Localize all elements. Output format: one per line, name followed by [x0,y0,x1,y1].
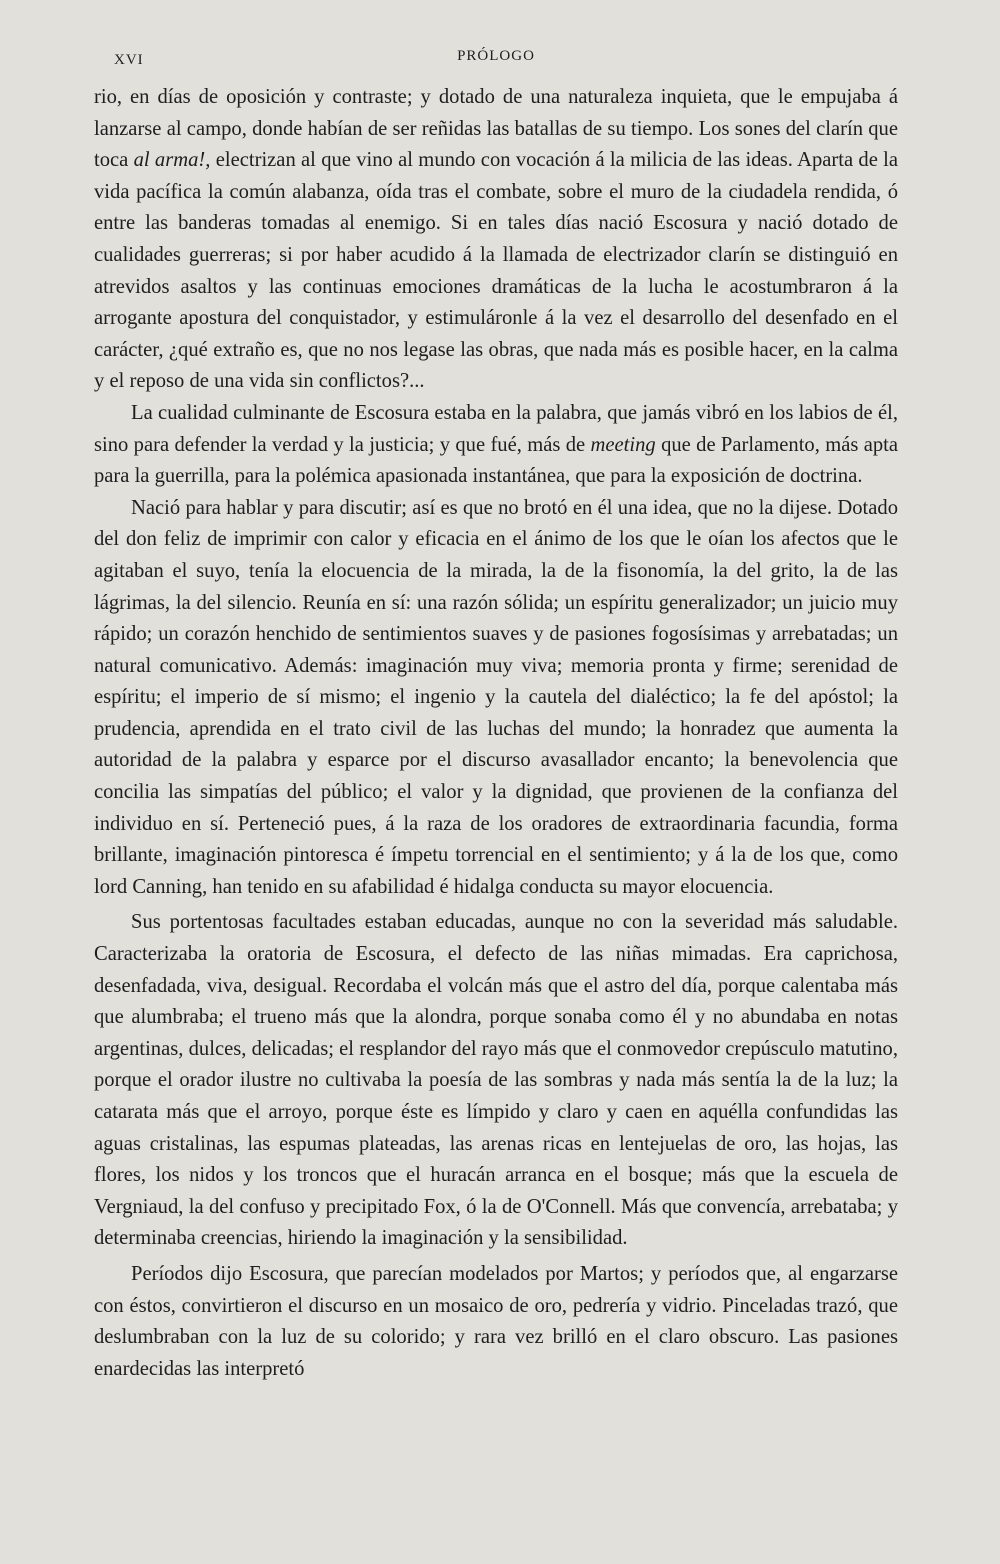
paragraph-2-text-a: La cualidad culminante de Escosura estaba en la palabra, que jamás vibró en los labios de él, sino para defender la verdad y la justicia; y que fué, más de [94,401,898,456]
paragraph-3: Nació para hablar y para discutir; así es que no brotó en él una idea, que no la dijese. Dotado del don feliz de imprimir con calor y eficacia en el ánimo de los que le oían los afectos que le agitaban el suyo, tenía la elocuencia de la mirada, la de la fisonomía, la del grito, la de las lágrimas, la del silencio. Reunía en sí: una razón sólida; un espíritu generalizador; un juicio muy rápido; un corazón henchido de sentimientos suaves y de pasiones fogosísimas y arrebatadas; un natural comunicativo. Además: imaginación muy viva; memoria pronta y firme; serenidad de espíritu; el imperio de sí mismo; el ingenio y la cautela del dialéctico; la fe del apóstol; la prudencia, aprendida en el trato civil de las luchas del mundo; la honradez que aumenta la autoridad de la palabra y esparce por el discurso avasallador encanto; la benevolencia que concilia las simpatías del público; el valor y la dignidad, que provienen de la confianza del individuo en sí. Perteneció pues, á la raza de los oradores de extraordinaria facundia, forma brillante, imaginación pintoresca é ímpetu torrencial en el sentimiento; y á la de los que, como lord Canning, han tenido en su afabilidad é hidalga conducta su mayor elocuencia. [94,496,898,898]
page-number: XVI [114,52,144,68]
paragraph-1 [94,82,898,398]
running-head [94,42,898,82]
body-text [94,82,898,1385]
paragraph-2-text-b: que de Parlamento, más apta para la guerrilla, para la polémica apasionada instantánea, que para la exposición de doctrina. [94,433,899,488]
paragraph-1-text-b: electrizan al que vino al mundo con vocación á la milicia de las ideas. Aparta de la vida pacífica la común alabanza, oída tras el combate, sobre el muro de la ciudadela rendida, ó entre las banderas tomadas al enemigo. Si en tales días nació Escosura y nació dotado de cualidades guerreras; si por haber acudido á la llamada de electrizador clarín se distinguió en atrevidos asaltos y las continuas emociones dramáticas de la lucha le acostumbraron á la arrogante apostura del conquistador, y estimuláronle á la vez el desarrollo del desenfado en el carácter, ¿qué extraño es, que no nos legase las obras, que nada más es posible hacer, en la calma y el reposo de una vida sin conflictos?... [94,149,899,393]
section-title: PRÓLOGO [457,48,535,64]
paragraph-2-italic: meeting [590,433,656,456]
paragraph-1-italic: al arma!, [133,149,211,172]
paragraph-2 [94,398,898,493]
paragraph-4: Sus portentosas facultades estaban educadas, aunque no con la severidad más saludable. Caracterizaba la oratoria de Escosura, el defecto de las niñas mimadas. Era caprichosa, desenfadada, viva, desigual. Recordaba el volcán más que el astro del día, porque calentaba más que alumbraba; el trueno más que la alondra, porque sonaba como él y no abundaba en notas argentinas, dulces, delicadas; el resplandor del rayo más que el conmovedor crepúsculo matutino, porque el orador ilustre no cultivaba la poesía de las sombras y nada más sentía la de la luz; la catarata más que el arroyo, porque éste es límpido y claro y caen en aquélla confundidas las aguas cristalinas, las espumas plateadas, las arenas ricas en lentejuelas de oro, las hojas, las flores, los nidos y los troncos que el huracán arranca en el bosque; más que la escuela de Vergniaud, la del confuso y precipitado Fox, ó la de O'Connell. Más que convencía, arrebataba; y determinaba creencias, hiriendo la imaginación y la sensibilidad. [94,911,898,1250]
paragraph-5: Períodos dijo Escosura, que parecían modelados por Martos; y períodos que, al engarzarse con éstos, convirtieron el discurso en un mosaico de oro, pedrería y vidrio. Pinceladas trazó, que deslumbraban con la luz de su colorido; y rara vez brilló en el claro obscuro. Las pasiones enardecidas las interpretó [94,1262,898,1380]
paragraph-1-text-a: rio, en días de oposición y contraste; y dotado de una naturaleza inquieta, que le empujaba á lanzarse al campo, donde habían de ser reñidas las batallas de su tiempo. Los sones del clarín que toca [94,86,898,172]
